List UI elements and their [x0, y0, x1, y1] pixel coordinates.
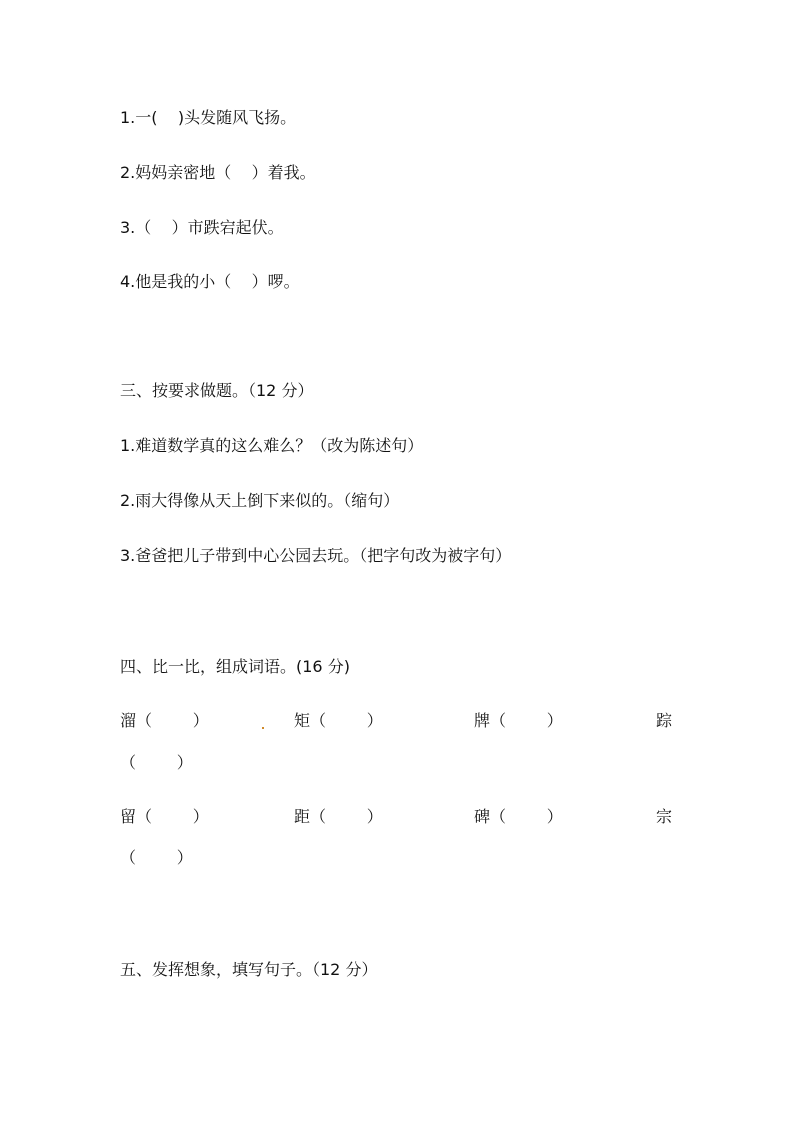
word-pair-row2-col3: 碑（ ） [474, 807, 563, 826]
section-4-heading: 四、比一比，组成词语。(16 分) [120, 657, 350, 676]
word-pair-row1-col1: 溜（ ） [120, 711, 209, 730]
word-pair-row2-wrap: （ ） [120, 848, 193, 867]
word-pair-row1-col3: 牌（ ） [474, 711, 563, 730]
fill-in-item-1: 1.一( )头发随风飞扬。 [120, 108, 297, 127]
word-pair-row1-col4: 踪 [656, 711, 673, 730]
section-3-item-1: 1.难道数学真的这么难么？（改为陈述句） [120, 436, 424, 455]
fill-in-item-2: 2.妈妈亲密地（ ）着我。 [120, 163, 316, 182]
word-pair-row2-col1: 留（ ） [120, 807, 209, 826]
fill-in-item-3: 3.（ ）市跌宕起伏。 [120, 218, 284, 237]
section-5-heading: 五、发挥想象，填写句子。（12 分） [120, 960, 378, 979]
stray-dot [262, 727, 264, 729]
word-pair-row1-wrap: （ ） [120, 753, 193, 772]
word-pair-row1-col2: 矩（ ） [294, 711, 383, 730]
word-pair-row2-col4: 宗 [656, 807, 673, 826]
section-3-heading: 三、按要求做题。（12 分） [120, 381, 314, 400]
word-pair-row2-col2: 距（ ） [294, 807, 383, 826]
fill-in-item-4: 4.他是我的小（ ）啰。 [120, 272, 300, 291]
section-3-item-3: 3.爸爸把儿子带到中心公园去玩。（把字句改为被字句） [120, 546, 512, 565]
section-3-item-2: 2.雨大得像从天上倒下来似的。（缩句） [120, 491, 400, 510]
